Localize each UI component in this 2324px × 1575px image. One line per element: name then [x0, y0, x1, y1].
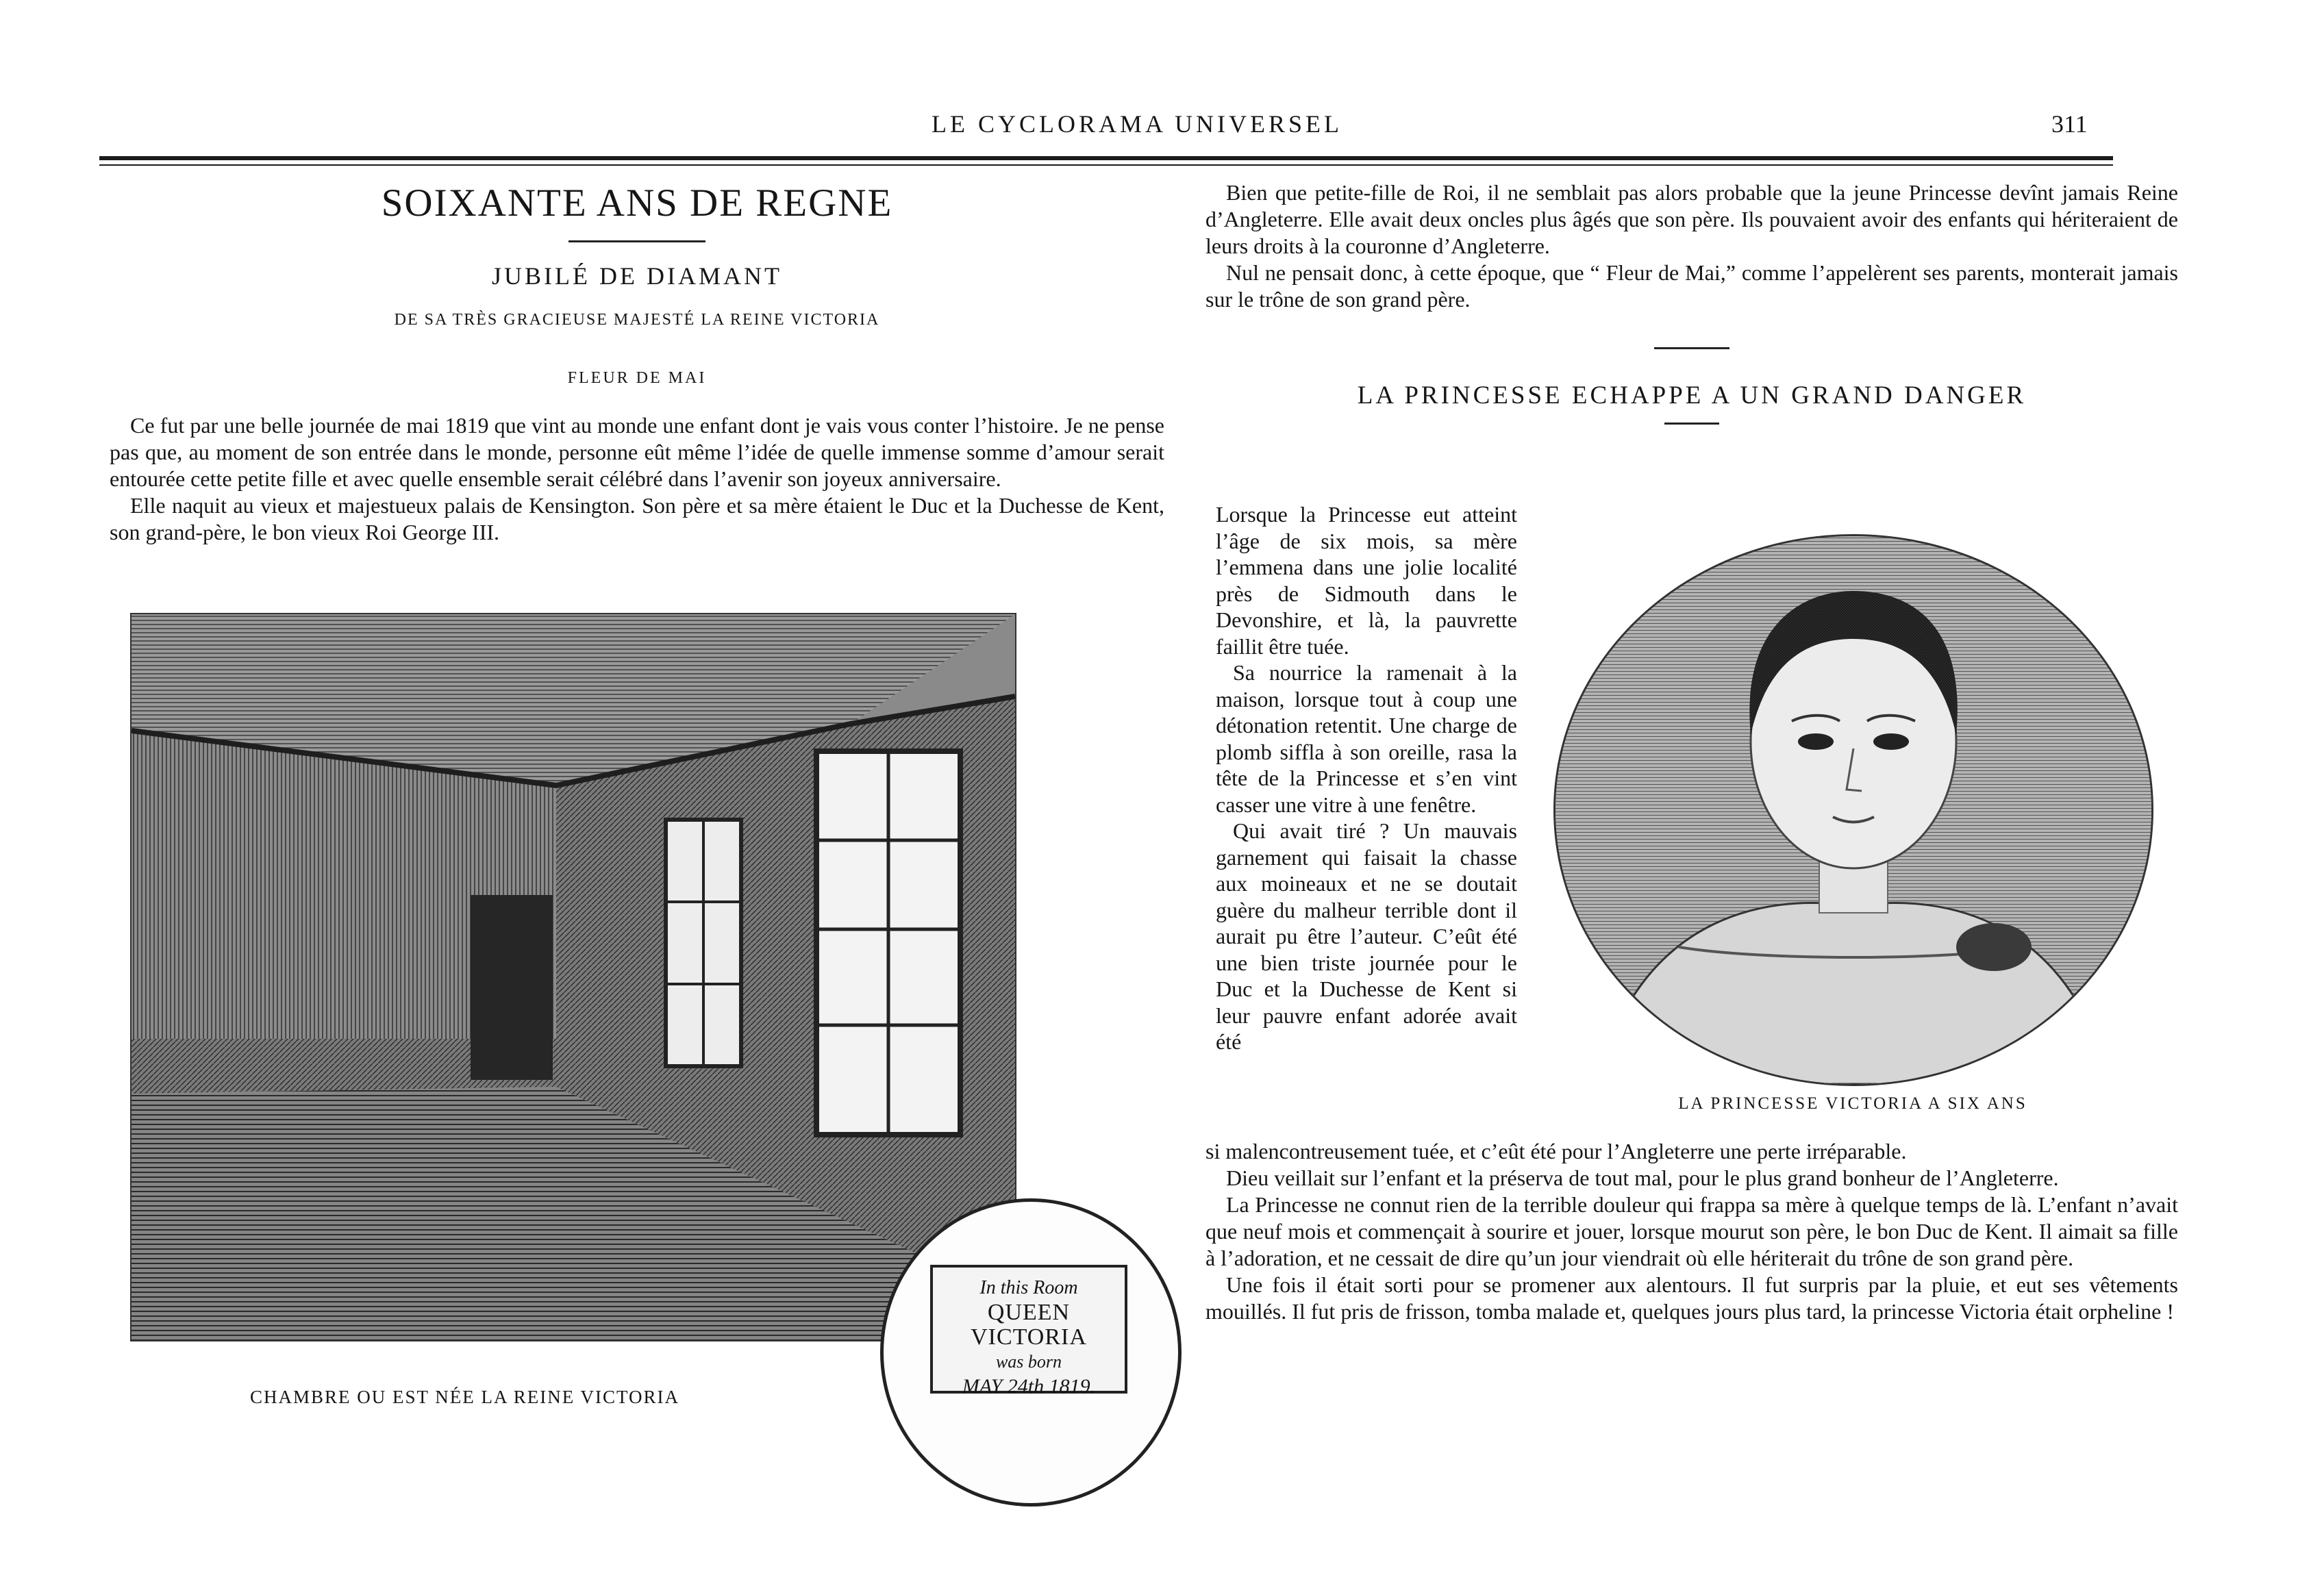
- section-heading-fleur: FLEUR DE MAI: [567, 369, 707, 387]
- commemorative-plaque: [930, 1265, 1127, 1398]
- section-heading-danger: LA PRINCESSE ECHAPPE A UN GRAND DANGER: [1357, 381, 2027, 410]
- paragraph: Lorsque la Princesse eut atteint l’âge de six mois, sa mère l’emmena dans une jolie localité près de Sidmouth dans le Devonshire, et là, la pauvrette faillit être tuée.: [1216, 502, 1517, 659]
- section-heading-rule: [1664, 423, 1719, 425]
- paragraph: Nul ne pensait donc, à cette époque, que “ Fleur de Mai,” comme l’appelèrent ses parents, monterait jamais sur le trône de son grand père.: [1205, 260, 2178, 312]
- plaque-line: QUEEN VICTORIA: [971, 1300, 1087, 1350]
- running-title: LE CYCLORAMA UNIVERSEL: [931, 110, 1342, 138]
- article-subtitle: JUBILÉ DE DIAMANT: [492, 262, 782, 290]
- dedication-line: DE SA TRÈS GRACIEUSE MAJESTÉ LA REINE VICTORIA: [394, 311, 880, 329]
- princess-portrait: [1553, 534, 2153, 1086]
- right-intro-text: [1205, 179, 2178, 313]
- header-rule: [99, 156, 2113, 160]
- portrait-illustration: [1555, 536, 2151, 1084]
- section-rule: [1654, 347, 1729, 349]
- room-caption: CHAMBRE OU EST NÉE LA REINE VICTORIA: [250, 1387, 680, 1407]
- paragraph: Elle naquit au vieux et majestueux palais de Kensington. Son père et sa mère étaient le Duc et la Duchesse de Kent, son grand-père, le bon vieux Roi George III.: [110, 493, 1164, 544]
- left-column: [110, 179, 1164, 546]
- paragraph: Dieu veillait sur l’enfant et la préserva de tout mal, pour le plus grand bonheur de l’Angleterre.: [1226, 1166, 2059, 1190]
- plaque-line: In this Room: [979, 1277, 1078, 1298]
- intro-text: [110, 412, 1164, 546]
- narrow-text-column: [1216, 501, 1517, 1055]
- title-rule: [568, 240, 705, 242]
- plaque-medallion: [880, 1198, 1182, 1507]
- paragraph: Sa nourrice la ramenait à la maison, lorsque tout à coup une détonation retentit. Une charge de plomb siffla à son oreille, rasa la tête de la Princesse et s’en vint casser une vitre à une fenêtre.: [1216, 660, 1517, 817]
- header-rule-thin: [99, 164, 2113, 166]
- room-engraving: [130, 613, 1016, 1341]
- article-title: SOIXANTE ANS DE REGNE: [381, 181, 893, 225]
- lower-right-text: [1205, 1138, 2178, 1325]
- portrait-caption: LA PRINCESSE VICTORIA A SIX ANS: [1678, 1094, 2027, 1113]
- paragraph: Bien que petite-fille de Roi, il ne semblait pas alors probable que la jeune Princesse devînt jamais Reine d’Angleterre. Elle avait deux oncles plus âgés que son père. Ils pouvaient avoir des enfants qui hériteraient de leurs droits à la couronne d’Angleterre.: [1205, 180, 2178, 258]
- paragraph: La Princesse ne connut rien de la terrible douleur qui frappa sa mère à quelque temps de là. L’enfant n’avait que neuf mois et commençait à sourire et jouer, lorsque mourut son père, le bon Duc de Kent. Il aimait sa fille à l’adoration, et ne cessait de dire qu’un jour viendrait où elle hériterait du trône de son grand père.: [1205, 1192, 2178, 1270]
- plaque-line: was born: [995, 1352, 1062, 1372]
- paragraph: Qui avait tiré ? Un mauvais garnement qui faisait la chasse aux moineaux et ne se doutait guère du malheur terrible dont il aurait pu être l’auteur. C’eût été une bien triste journée pour le Duc et la Duchesse de Kent si leur pauvre enfant adorée avait été: [1216, 818, 1517, 1054]
- paragraph: Ce fut par une belle journée de mai 1819 que vint au monde une enfant dont je vais vous conter l’histoire. Je ne pense pas que, au moment de son entrée dans le monde, personne eût même l’idée de quelle immense somme d’amour serait entourée cette petite fille et avec quelle ensemble serait célébré dans l’avenir son joyeux anniversaire.: [110, 413, 1164, 491]
- plaque-line: MAY 24th 1819.: [962, 1375, 1096, 1398]
- page-number: 311: [2051, 110, 2088, 138]
- paragraph: Une fois il était sorti pour se promener aux alentours. Il fut surpris par la pluie, et eut ses vêtements mouillés. Il fut pris de frisson, tomba malade et, quelques jours plus tard, la princesse Victoria était orpheline !: [1205, 1272, 2178, 1324]
- room-illustration: [132, 614, 1015, 1340]
- right-column: [1205, 179, 2178, 425]
- paragraph: si malencontreusement tuée, et c’eût été pour l’Angleterre une perte irréparable.: [1205, 1139, 1907, 1163]
